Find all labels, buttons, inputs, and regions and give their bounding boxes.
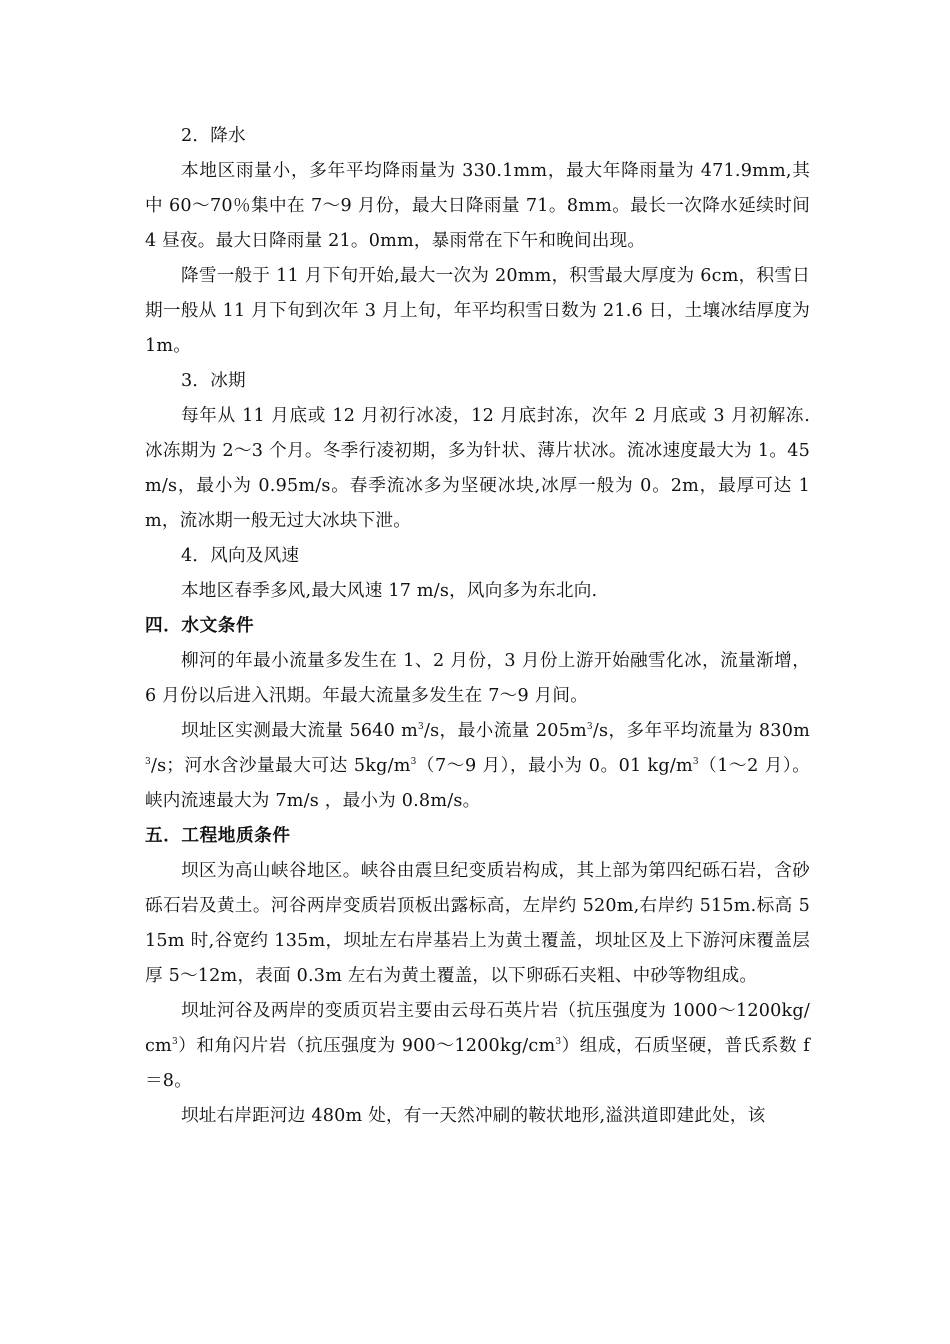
- text-run: ）和角闪片岩（抗压强度为 900～1200kg/cm: [177, 1036, 556, 1056]
- text-run: /s，多年平均流量为 830m: [592, 721, 810, 741]
- superscript: 3: [555, 1037, 562, 1047]
- paragraph-snowfall: 降雪一般于 11 月下旬开始,最大一次为 20mm，积雪最大厚度为 6cm，积雪日期一般从 11 月下旬到次年 3 月上旬，年平均积雪日数为 21.6 日，土壤冰结厚度为 1m。: [145, 266, 810, 356]
- text-run: /s，最小流量 205m: [423, 721, 587, 741]
- section-heading-geology: 五．工程地质条件: [145, 826, 291, 846]
- paragraph-wind: 本地区春季多风,最大风速 17 m/s，风向多为东北向.: [181, 581, 598, 601]
- paragraph-rainfall: 本地区雨量小，多年平均降雨量为 330.1mm，最大年降雨量为 471.9mm,其中 60～70％集中在 7～9 月份，最大日降雨量 71。8mm。最长一次降水延续时间 4 昼夜。最大日降雨量 21。0mm，暴雨常在下午和晚间出现。: [145, 161, 810, 251]
- superscript: 3: [145, 757, 151, 767]
- subheading-wind: 4．风向及风速: [181, 546, 300, 566]
- paragraph-geology-spillway: 坝址右岸距河边 480m 处，有一天然冲刷的鞍状地形,溢洪道即建此处，该: [181, 1106, 766, 1126]
- text-run: （7～9 月），最小为 0。01 kg/m: [416, 756, 693, 776]
- paragraph-ice-period: 每年从 11 月底或 12 月初行冰凌，12 月底封冻，次年 2 月底或 3 月初解冻.冰冻期为 2～3 个月。冬季行凌初期，多为针状、薄片状冰。流冰速度最大为 1。45m/s，最小为 0.95m/s。春季流冰多为坚硬冰块,冰厚一般为 0。2m，最厚可达 1m，流冰期一般无过大冰块下泄。: [145, 406, 810, 531]
- document-body: [145, 119, 810, 1134]
- superscript: 3: [410, 757, 417, 767]
- paragraph-geology-terrain: 坝区为高山峡谷地区。峡谷由震旦纪变质岩构成，其上部为第四纪砾石岩，含砂砾石岩及黄土。河谷两岸变质岩顶板出露标高，左岸约 520m,右岸约 515m.标高 515m 时,谷宽约 135m，坝址左右岸基岩上为黄土覆盖，坝址区及上下游河床覆盖层厚 5～12m，表面 0.3m 左右为黄土覆盖，以下卵砾石夹粗、中砂等物组成。: [145, 861, 810, 986]
- subheading-precipitation: 2．降水: [181, 126, 246, 146]
- subheading-ice-period: 3．冰期: [181, 371, 246, 391]
- superscript: 3: [418, 722, 424, 732]
- superscript: 3: [171, 1037, 178, 1047]
- section-heading-hydrology: 四．水文条件: [145, 616, 255, 636]
- text-run: 坝址河谷及两岸的变质页岩主要由云母石英片岩（抗压强度为 1000～1200kg/cm: [145, 1001, 810, 1056]
- text-run: /s；河水含沙量最大可达 5kg/m: [150, 756, 411, 776]
- paragraph-geology-rock: [145, 994, 810, 1099]
- superscript: 3: [586, 722, 593, 732]
- text-run: （1～2 月）。峡内流速最大为 7m/s ，最小为 0.8m/s。: [145, 756, 811, 811]
- paragraph-hydrology-flow: 柳河的年最小流量多发生在 1、2 月份，3 月份上游开始融雪化冰，流量渐增，6 月份以后进入汛期。年最大流量多发生在 7～9 月间。: [145, 651, 810, 706]
- text-run: ）组成，石质坚硬，普氏系数 f＝8。: [145, 1036, 810, 1091]
- superscript: 3: [692, 757, 699, 767]
- paragraph-hydrology-measurements: [145, 714, 810, 819]
- text-run: 坝址区实测最大流量 5640 m: [181, 721, 418, 741]
